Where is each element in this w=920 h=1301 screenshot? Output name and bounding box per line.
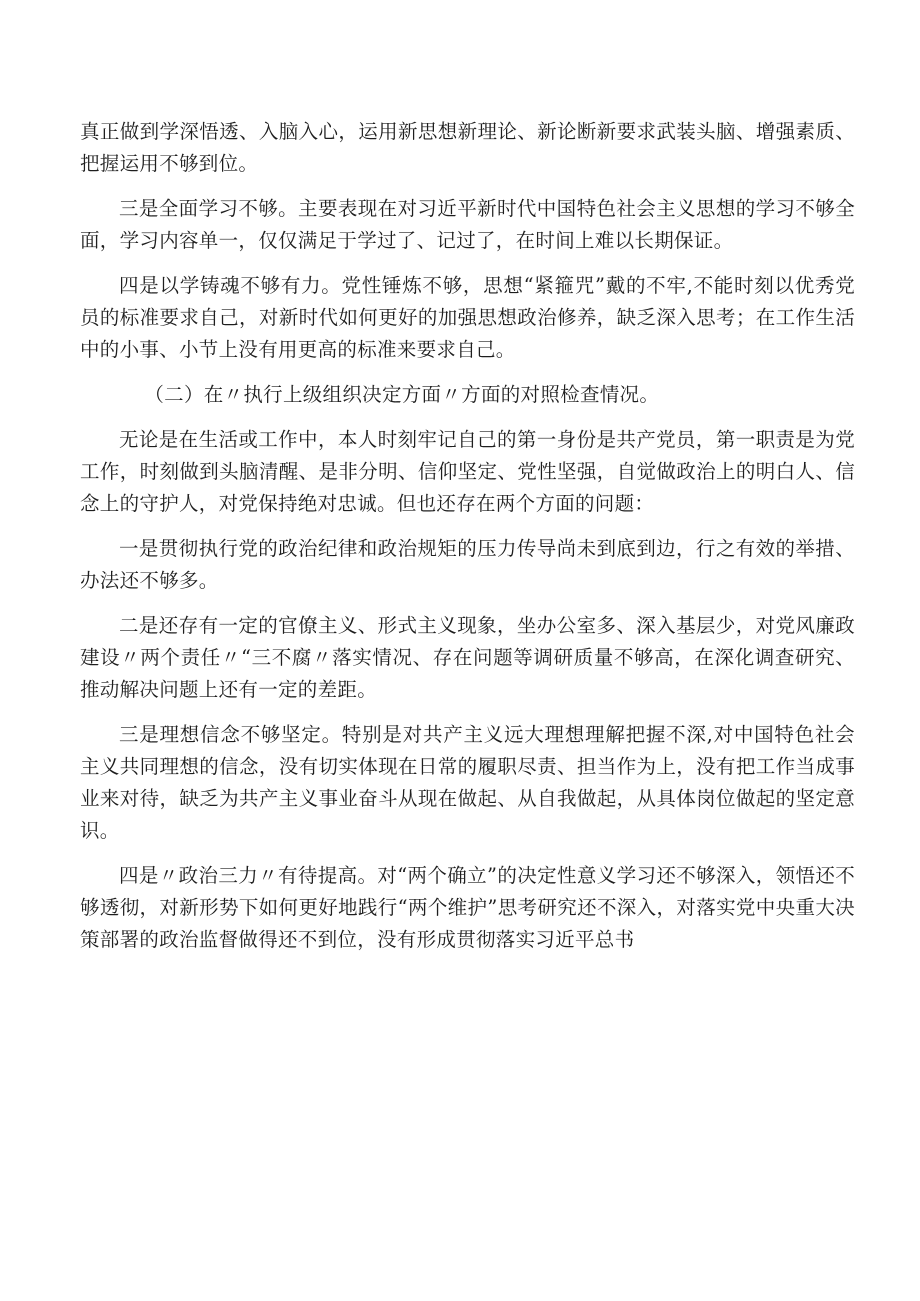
paragraph-point-four-soul: 四是以学铸魂不够有力。党性锤炼不够，思想“紧箍咒”戴的不牢,不能时刻以优秀党员的标准要求自己，对新时代如何更好的加强思想政治修养，缺乏深入思考；在工作生活中的小事、小节上没有用更高的标准来要求自己。 [80, 274, 855, 361]
paragraph-point-three-belief: 三是理想信念不够坚定。特别是对共产主义远大理想理解把握不深,对中国特色社会主义共同理想的信念，没有切实体现在日常的履职尽责、担当作为上，没有把工作当成事业来对待，缺乏为共产主义事业奋斗从现在做起、从自我做起，从具体岗位做起的坚定意识。 [80, 723, 855, 842]
paragraph-section-intro: 无论是在生活或工作中，本人时刻牢记自己的第一身份是共产党员，第一职责是为党工作，时刻做到头脑清醒、是非分明、信仰坚定、党性坚强，自觉做政治上的明白人、信念上的守护人，对党保持绝对忠诚。但也还存在两个方面的问题： [80, 428, 855, 515]
paragraph-point-two-bureaucracy: 二是还存有一定的官僚主义、形式主义现象，坐办公室多、深入基层少，对党风廉政建设〃两个责任〃“三不腐〃落实情况、存在问题等调研质量不够高，在深化调查研究、推动解决问题上还有一定的差距。 [80, 614, 855, 701]
paragraph-point-one-discipline: 一是贯彻执行党的政治纪律和政治规矩的压力传导尚未到底到边，行之有效的举措、办法还不够多。 [80, 537, 855, 592]
document-body [80, 116, 855, 969]
section-heading-two: （二）在〃执行上级组织决定方面〃方面的对照检查情况。 [144, 383, 660, 406]
paragraph-point-four-political: 四是〃政治三力〃有待提高。对“两个确立”的决定性意义学习还不够深入，领悟还不够透彻，对新形势下如何更好地践行“两个维护”思考研究还不深入，对落实党中央重大决策部署的政治监督做得还不到位，没有形成贯彻落实习近平总书 [80, 864, 855, 951]
paragraph-point-three-study: 三是全面学习不够。主要表现在对习近平新时代中国特色社会主义思想的学习不够全面，学习内容单一，仅仅满足于学过了、记过了，在时间上难以长期保证。 [80, 197, 855, 252]
paragraph-continuation: 真正做到学深悟透、入脑入心，运用新思想新理论、新论断新要求武装头脑、增强素质、把握运用不够到位。 [80, 120, 855, 175]
